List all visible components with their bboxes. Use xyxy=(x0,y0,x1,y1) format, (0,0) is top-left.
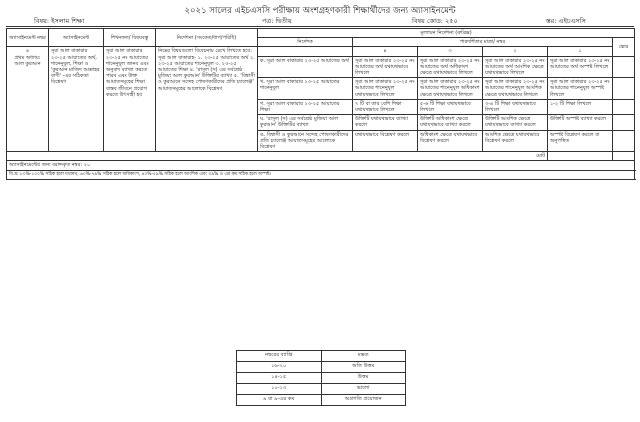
assignment-text: সূরা আল বাকারার ২৩-২৫ আয়াতের অর্থ, শানেনুযূল, শিক্ষা ও 'কুরআন মাজিদ আল্লাহর বাণী' -এর সঠিকতা বিশ্লেষণ xyxy=(49,47,104,152)
rubric-level-1: সূরা আল বাকারার ২৩-২৫ নং আয়াতের অর্থ অস্পষ্ট লিখলে xyxy=(548,56,613,78)
col-performance-scale: পারদর্শিতার মাত্রা/ নম্বর xyxy=(353,38,613,47)
total-label: মোট xyxy=(7,152,548,161)
assignment-rubric-table xyxy=(6,28,635,180)
rubric-level-3: সূরা আল বাকারার ২৩-২৫ নং আয়াতের শানেনুযূল অধিকাংশ ক্ষেত্রে যথাযথভাবে লিখলে xyxy=(418,78,483,100)
rubric-score-cell xyxy=(613,115,635,130)
col-indicator: নির্দেশক xyxy=(258,38,353,47)
rubric-score-cell xyxy=(613,130,635,152)
grade-header-remark: মন্তব্য xyxy=(321,351,406,362)
rubric-level-3: ৫-৬ টি শিক্ষা যথাযথভাবে লিখলে xyxy=(418,99,483,114)
rubric-level-1: সূরা আল বাকারার ২৩-২৫ নং আয়াতের শানেনুযূল অস্পষ্ট লিখলে xyxy=(548,78,613,100)
rubric-level-3: সূরা আল বাকারার ২৩-২৫ নং আয়াতের অর্থ অধিকাংশ ক্ষেত্রে যথাযথভাবে লিখলে xyxy=(418,56,483,78)
grade-range-table xyxy=(236,350,406,406)
document-title: ২০২১ সালের এইচএসসি পরীক্ষায় অংশগ্রহণকারী শিক্ষার্থীদের জন্য অ্যাসাইনমেন্ট xyxy=(184,6,456,16)
col-assignment: অ্যাসাইনমেন্ট xyxy=(49,29,104,47)
rubric-level-3: অধিকাংশ ক্ষেত্রে যথাযথভাবে বিশ্লেষণ করলে xyxy=(418,130,483,152)
level-4-header: ৪ xyxy=(353,47,418,56)
rubric-score-cell xyxy=(613,99,635,114)
rubric-score-cell xyxy=(613,56,635,78)
allocated-marks-note: অ্যাসাইনমেন্টের জন্য বরাদ্দকৃত নম্বর: ২০ xyxy=(7,161,635,170)
col-rubric: মূল্যায়ন নির্দেশনা (রুব্রিক্স) xyxy=(258,29,635,38)
grade-range: ৯ বা ৯-এর কম xyxy=(237,395,322,406)
total-score-cell xyxy=(548,152,613,161)
learning-outcome: সূরা আল বাকারার ২৩-২৫ নং আয়াতের শানেনুযূল জানব এবং অনুবাদ ব্যাখ্যা করতে পারব এবং উক্ত আয়াতসমূহের শিক্ষা বাস্তব জীবনে প্রয়োগ করতে উৎসাহী হব xyxy=(104,47,156,152)
rubric-level-1: অস্পষ্ট বিশ্লেষণ করলে বা অনুপস্থিত xyxy=(548,130,613,152)
rubric-level-2: ৩-৪ টি শিক্ষা যথাযথভাবে লিখলে xyxy=(483,99,548,114)
grade-header-range: নম্বরের ব্যাপ্তি xyxy=(237,351,322,362)
grade-range: ১৪-১৫ xyxy=(237,373,322,384)
rubric-level-2: সূরা আল বাকারার ২৩-২৫ নং আয়াতের শানেনুযূল আংশিক ক্ষেত্রে যথাযথভাবে লিখলে xyxy=(483,78,548,100)
col-assignment-no: অ্যাসাইনমেন্ট নম্বর xyxy=(7,29,49,47)
rubric-indicator: ক. সূরা আল বাকারার ২৩-২৫ আয়াতের অর্থ xyxy=(258,56,353,78)
grade-range: ১৬-২০ xyxy=(237,362,322,373)
grade-row xyxy=(237,384,406,395)
scoring-footnote: বি.দ্র: ৮০%-১০০% সঠিক হলে যথাযথ, ৬০%-৭৯% সঠিক হলে অধিকাংশ, ৪০%-৫৯% সঠিক হলে আংশিক এবং ৩৯% ও এর কম সঠিক হলে অস্পষ্ট। xyxy=(7,170,635,179)
rubric-level-4: সূরা আল বাকারার ২৩-২৫ নং আয়াতের শানেনুযূল যথাযথভাবে লিখলে xyxy=(353,78,418,100)
col-learning: শিখনফল/ বিষয়বস্তু xyxy=(104,29,156,47)
grade-range: ১০-১৩ xyxy=(237,384,322,395)
level-2-header: ২ xyxy=(483,47,548,56)
grade-row xyxy=(237,373,406,384)
rubric-level-4: উক্তিটি যথাযথভাবে ব্যাখ্যা করলে xyxy=(353,115,418,130)
level-3-header: ৩ xyxy=(418,47,483,56)
level-label: স্তর: এইচএসসি xyxy=(546,17,586,25)
subject-label: বিষয়: ইসলাম শিক্ষা xyxy=(34,17,85,25)
rubric-level-4: সূরা আল বাকারার ২৩-২৫ নং আয়াতের অর্থ যথাযথভাবে লিখলে xyxy=(353,56,418,78)
header-divider xyxy=(6,26,634,27)
grade-row xyxy=(237,362,406,373)
col-score: স্কোর xyxy=(613,38,635,56)
col-guideline: নির্দেশনা (সংকেত/ধাপ/পরিধি) xyxy=(156,29,258,47)
rubric-level-3: উক্তিটি অধিকাংশ ক্ষেত্রে যথাযথভাবে ব্যাখ্যা করলে xyxy=(418,115,483,130)
guideline-text: নিম্নের বিষয়গুলো বিবেচনায় রেখে লিখতে হবে: সূরা আল বাকারাহ- ১. ২৩-২৫ আয়াতের অর্থ ২. ২৩-২৫ আয়াতের শানেনুযূল ৩. ২৩-২৫ আয়াতের শিক্ষা ৪. 'রাসূল (স) এর সর্বশ্রেষ্ঠ মুজিযা আল কুরআন' উক্তিটির ব্যাখ্যা ৫. 'বিশ্বাসী ও কুরআনে সন্দেহ পোষণকারীদের প্রতি চ্যালেঞ্জ' আয়াতসমূহের আলোকে বিশ্লেষণ xyxy=(156,47,258,152)
grade-remark: অতি উত্তম xyxy=(321,362,406,373)
rubric-level-4: যথাযথভাবে বিশ্লেষণ করলে xyxy=(353,130,418,152)
grade-row xyxy=(237,395,406,406)
rubric-indicator: ঘ. 'রাসূল (স) এর সর্বশ্রেষ্ঠ মুজিযা আল কুরআন' উক্তিটির ব্যাখ্যা xyxy=(258,115,353,130)
subject-code-label: বিষয় কোড: ২৫০ xyxy=(412,17,458,25)
rubric-indicator: গ. সূরা আল বাকারার ২৩-২৫ আয়াতের শিক্ষা xyxy=(258,99,353,114)
rubric-level-1: উক্তিটি অস্পষ্ট ব্যাখ্যা করলে xyxy=(548,115,613,130)
indicator-header-blank xyxy=(258,47,353,56)
rubric-level-4: ৭ টি বা তার বেশি শিক্ষা যথাযথভাবে লিখলে xyxy=(353,99,418,114)
level-1-header: ১ xyxy=(548,47,613,56)
rubric-level-2: উক্তিটি আংশিক ক্ষেত্রে যথাযথভাবে ব্যাখ্যা করলে xyxy=(483,115,548,130)
rubric-indicator: খ. সূরা আল বাকারার ২৩-২৫ আয়াতের শানেনুযূল xyxy=(258,78,353,100)
assignment-number: ৪ xyxy=(25,48,30,55)
rubric-level-1: ১-২ টি শিক্ষা লিখলে xyxy=(548,99,613,114)
assignment-number-cell xyxy=(7,47,49,152)
chapter-name: প্রথম অধ্যায়: আল কুরআন xyxy=(14,54,41,67)
grade-remark: ভালো xyxy=(321,384,406,395)
grade-remark: অগ্রগতি প্রয়োজন xyxy=(321,395,406,406)
rubric-score-cell xyxy=(613,78,635,100)
rubric-level-2: আংশিক ক্ষেত্রে যথাযথভাবে বিশ্লেষণ করলে xyxy=(483,130,548,152)
grade-remark: উত্তম xyxy=(321,373,406,384)
rubric-indicator: ঙ. বিশ্বাসী ও কুরআনে সন্দেহ পোষণকারীদের প্রতি চ্যালেঞ্জ আয়াতসমূহের আলোকে বিশ্লেষণ xyxy=(258,130,353,152)
paper-label: পত্র: দ্বিতীয় xyxy=(262,17,292,25)
rubric-level-2: সূরা আল বাকারার ২৩-২৫ নং আয়াতের অর্থ আংশিক ক্ষেত্রে যথাযথভাবে লিখলে xyxy=(483,56,548,78)
